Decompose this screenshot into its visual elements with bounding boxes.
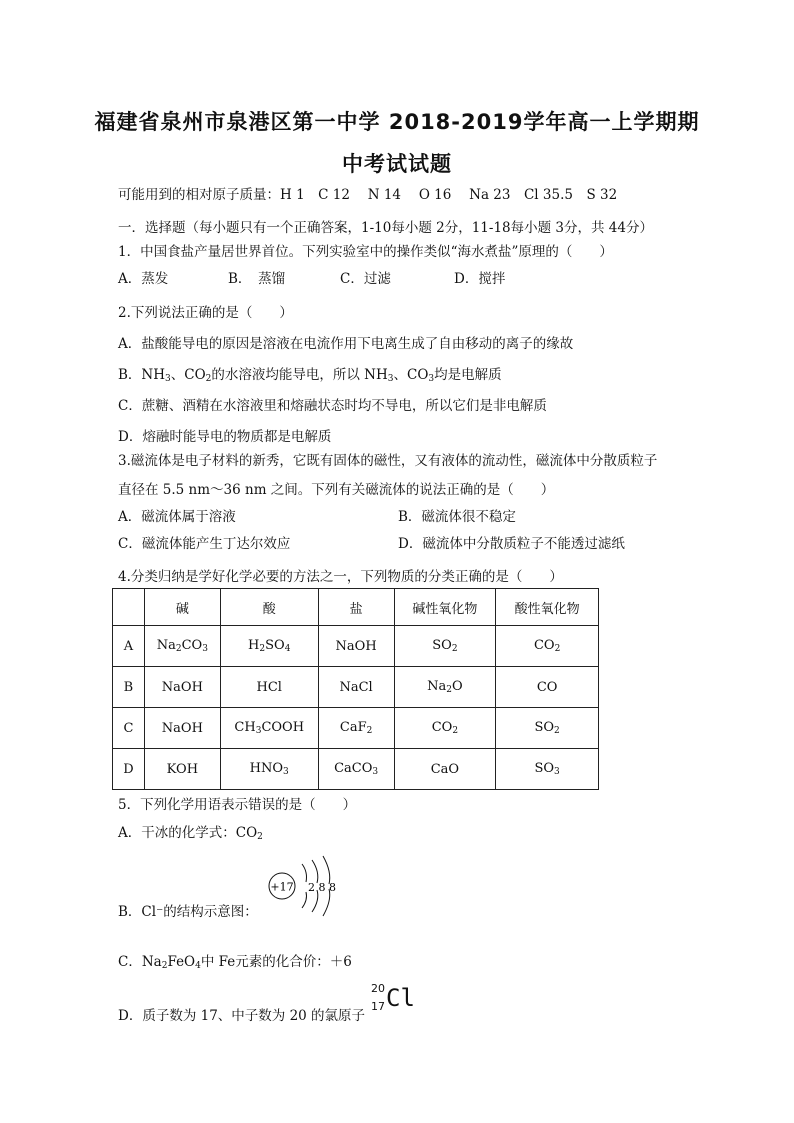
- formula-cell: CaCO$_3$: [318, 749, 394, 790]
- doc-title-line2: 中考试试题: [342, 152, 452, 176]
- classification-table: [112, 588, 599, 790]
- formula-cell: NaCl: [318, 667, 394, 708]
- q5-option-b: B．Cl⁻的结构示意图：: [118, 904, 258, 920]
- formula-cell: $SO_2$: [496, 708, 599, 749]
- q1-option-a: A．蒸发: [118, 271, 169, 287]
- table-row: [113, 626, 599, 667]
- mass-number: 20: [371, 982, 385, 995]
- table-header-cell: 酸: [220, 589, 318, 626]
- atomic-mass-line: 可能用到的相对原子质量：H 1 C 12 N 14 O 16 Na 23 Cl 35.5 S 32: [118, 187, 618, 203]
- element-symbol: Cl: [386, 984, 415, 1012]
- formula-cell: NaOH: [144, 667, 220, 708]
- table-row: [113, 667, 599, 708]
- table-header-cell: 碱: [144, 589, 220, 626]
- formula-cell: CaF$_2$: [318, 708, 394, 749]
- formula-cell: $Na_2CO_3$: [144, 626, 220, 667]
- formula-cell: HCl: [220, 667, 318, 708]
- q1-stem: 1．中国食盐产量居世界首位。下列实验室中的操作类似“海水煮盐”原理的（ ）: [118, 244, 613, 260]
- row-label-cell: B: [113, 667, 145, 708]
- q3-option-a: A．磁流体属于溶液: [118, 509, 236, 525]
- q5-option-a: A．干冰的化学式：$CO_2$: [118, 825, 263, 842]
- nucleus-charge: +17: [270, 880, 294, 894]
- formula-cell: CO: [496, 667, 599, 708]
- q2-option-b: B．$NH_3$、$CO_2$的水溶液均能导电，所以 $NH_3$、$CO_3$均是电解质: [118, 367, 502, 384]
- q4-stem: 4.分类归纳是学好化学必要的方法之一，下列物质的分类正确的是（ ）: [118, 569, 563, 585]
- q5-option-c: C．$Na_2FeO_4$中 Fe元素的化合价：＋6: [118, 954, 352, 971]
- table-header-cell: 酸性氧化物: [496, 589, 599, 626]
- table-header-cell: [113, 589, 145, 626]
- section-heading: 一．选择题（每小题只有一个正确答案，1-10每小题 2分，11-18每小题 3分，共 44分）: [118, 220, 653, 236]
- q3-stem-2: 直径在 5.5 nm～36 nm 之间。下列有关磁流体的说法正确的是（ ）: [118, 482, 555, 498]
- formula-cell: $H_2SO_4$: [220, 626, 318, 667]
- q1-option-c: C．过滤: [340, 271, 391, 287]
- formula-cell: $HNO_3$: [220, 749, 318, 790]
- formula-cell: CaO: [394, 749, 496, 790]
- q2-option-a: A．盐酸能导电的原因是溶液在电流作用下电离生成了自由移动的离子的缘故: [118, 336, 574, 352]
- chloride-ion-structure-diagram: [268, 852, 348, 922]
- formula-cell: $CH_3COOH$: [220, 708, 318, 749]
- q3-option-b: B．磁流体很不稳定: [398, 509, 516, 525]
- atomic-number: 17: [371, 1000, 385, 1013]
- table-header-cell: 盐: [318, 589, 394, 626]
- q5-option-d: D．质子数为 17、中子数为 20 的氯原子: [118, 1008, 366, 1024]
- q2-stem: 2.下列说法正确的是（ ）: [118, 305, 293, 321]
- q3-option-c: C．磁流体能产生丁达尔效应: [118, 536, 291, 552]
- row-label-cell: A: [113, 626, 145, 667]
- table-row: [113, 749, 599, 790]
- table-row: [113, 708, 599, 749]
- q3-option-d: D．磁流体中分散质粒子不能透过滤纸: [398, 536, 625, 552]
- table-header-row: [113, 589, 599, 626]
- formula-cell: $SO_3$: [496, 749, 599, 790]
- formula-cell: $CO_2$: [496, 626, 599, 667]
- formula-cell: NaOH: [318, 626, 394, 667]
- q1-option-d: D．搅拌: [454, 271, 506, 287]
- electron-shells: 2 8 8: [308, 881, 336, 894]
- formula-cell: $Na_2O$: [394, 667, 496, 708]
- formula-cell: $SO_2$: [394, 626, 496, 667]
- doc-title-line1: 福建省泉州市泉港区第一中学 2018-2019学年高一上学期期: [94, 110, 700, 134]
- row-label-cell: C: [113, 708, 145, 749]
- table-header-cell: 碱性氧化物: [394, 589, 496, 626]
- q5-stem: 5．下列化学用语表示错误的是（ ）: [118, 797, 357, 813]
- row-label-cell: D: [113, 749, 145, 790]
- formula-cell: KOH: [144, 749, 220, 790]
- q2-option-d: D．熔融时能导电的物质都是电解质: [118, 429, 332, 445]
- q3-stem-1: 3.磁流体是电子材料的新秀，它既有固体的磁性，又有液体的流动性，磁流体中分散质粒子: [118, 453, 658, 469]
- formula-cell: $CO_2$: [394, 708, 496, 749]
- formula-cell: NaOH: [144, 708, 220, 749]
- q1-option-b: B． 蒸馏: [228, 271, 286, 287]
- q2-option-c: C．蔗糖、酒精在水溶液里和熔融状态时均不导电，所以它们是非电解质: [118, 398, 547, 414]
